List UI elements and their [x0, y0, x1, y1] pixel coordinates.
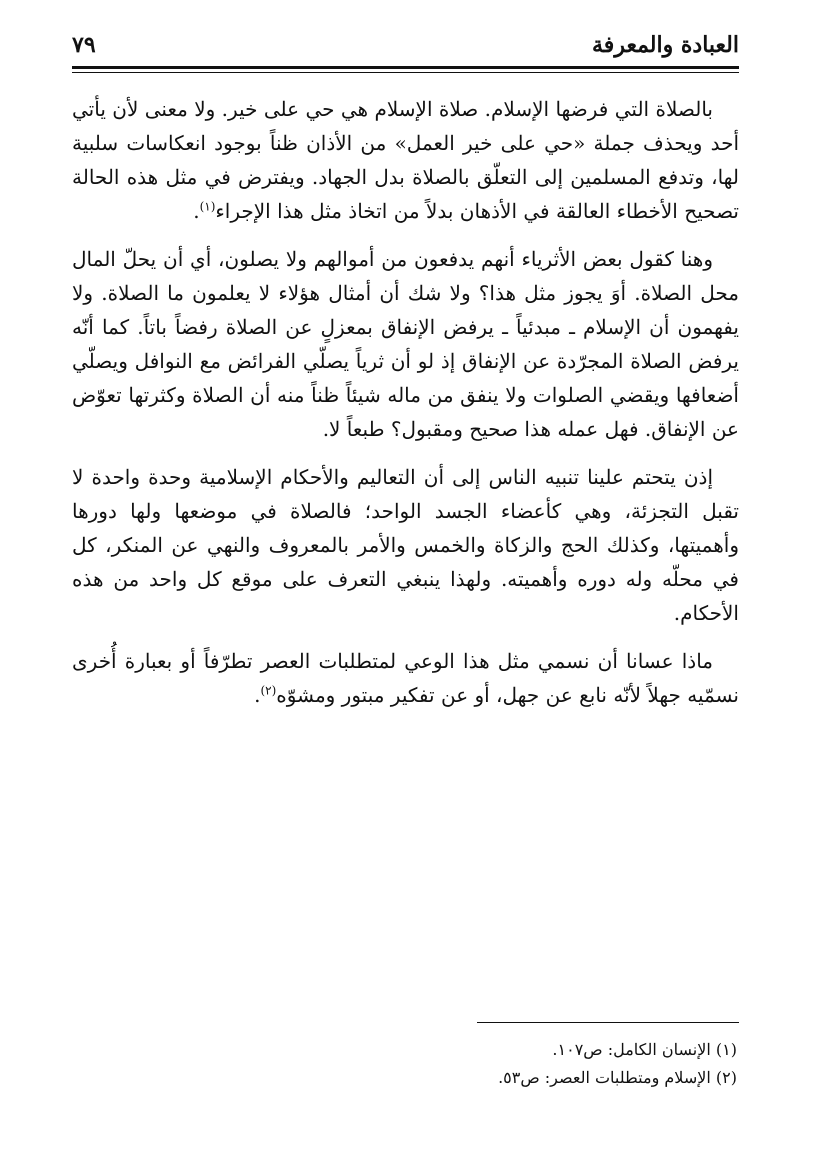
- paragraph-tail: .: [254, 683, 261, 707]
- paragraph-1: [72, 92, 739, 228]
- paragraph-tail: .: [193, 199, 200, 223]
- body-text: [72, 92, 739, 726]
- paragraph-3: [72, 460, 739, 630]
- paragraph-2: [72, 242, 739, 446]
- header-rule: [72, 66, 739, 69]
- paragraph-text: بالصلاة التي فرضها الإسلام. صلاة الإسلام هي حي على خير. ولا معنى لأن يأتي أحد ويحذف جملة «حي على خير العمل» من الأذان ظناً بوجود انعكاسات سلبية لها، وتدفع المسلمين إلى التعلّق بالصلاة بدل الجهاد. ويفترض في مثل هذه الحالة تصحيح الأخطاء العالقة في الأذهان بدلاً من اتخاذ مثل هذا الإجراء: [72, 97, 739, 223]
- footnote-rule: [477, 1022, 739, 1023]
- page-header: [72, 28, 739, 64]
- paragraph-text: إذن يتحتم علينا تنبيه الناس إلى أن التعاليم والأحكام الإسلامية وحدة واحدة لا تقبل التجزئة، وهي كأعضاء الجسد الواحد؛ فالصلاة في موضعها ولها دورها وأهميتها، وكذلك الحج والزكاة والخمس والأمر بالمعروف والنهي عن المنكر، كل في محلّه وله دوره وأهميته. ولهذا ينبغي التعرف على موقع كل واحد من هذه الأحكام.: [72, 465, 739, 625]
- footnote-2: (٢) الإسلام ومتطلبات العصر: ص٥٣.: [498, 1068, 737, 1087]
- page-number: ٧٩: [72, 32, 96, 58]
- footnote-1: (١) الإنسان الكامل: ص١٠٧.: [552, 1040, 737, 1059]
- footnote-ref-1: (١): [199, 199, 216, 214]
- paragraph-text: وهنا كقول بعض الأثرياء أنهم يدفعون من أموالهم ولا يصلون، أي أن يحلّ المال محل الصلاة. أوَ يجوز مثل هذا؟ ولا شك أن أمثال هؤلاء لا يعلمون ما الصلاة. ولا يفهمون أن الإسلام ـ مبدئياً ـ يرفض الإنفاق بمعزلٍ عن الصلاة رفضاً باتاً. كما أنّه يرفض الصلاة المجرّدة عن الإنفاق إذ لو أن ثرياً يصلّي الفرائض مع النوافل ويصلّي أضعافها ويقضي الصلوات ولا ينفق من ماله شيئاً ظناً منه أن الصلاة وكثرتها تعوّض عن الإنفاق. فهل عمله هذا صحيح ومقبول؟ طبعاً لا.: [72, 247, 739, 441]
- header-rule-thin: [72, 72, 739, 73]
- paragraph-4: [72, 644, 739, 712]
- running-title: العبادة والمعرفة: [592, 32, 739, 58]
- paragraph-text: ماذا عسانا أن نسمي مثل هذا الوعي لمتطلبات العصر تطرّفاً أو بعبارة أُخرى نسمّيه جهلاً لأنّه نابع عن جهل، أو عن تفكير مبتور ومشوّه: [72, 649, 739, 707]
- footnote-ref-2: (٢): [260, 683, 277, 698]
- footnotes: [72, 1036, 737, 1092]
